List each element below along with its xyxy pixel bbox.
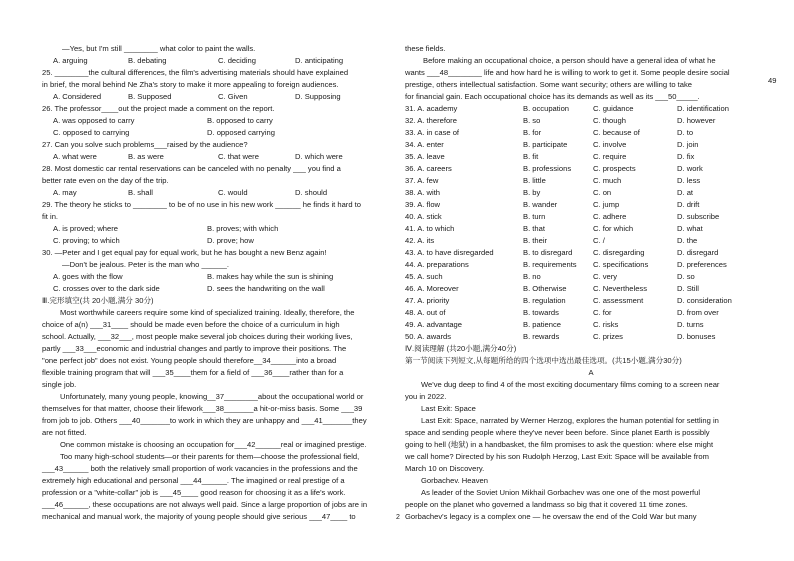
option: B. shall	[128, 188, 153, 197]
option: 47. A. priority	[405, 296, 450, 305]
passage-line: "one perfect job" does not exist. Young people should therefore__34______into a broad	[42, 356, 337, 365]
q29-stem-1: 29. The theory he sticks to ________ to be of no use in his new work ______ he finds it hard to	[42, 200, 362, 209]
passage-line: Unfortunately, many young people, knowing__37________about the occupational world or	[60, 392, 364, 401]
option: A. was opposed to carry	[53, 116, 135, 125]
option: A. is proved; where	[53, 224, 118, 233]
passage-line: choice of a(n) ___31____ should be made even before the choice of a curriculum in high	[42, 320, 340, 329]
option: 38. A. with	[405, 188, 441, 197]
option: C. specifications	[593, 260, 649, 269]
option: 34. A. enter	[405, 140, 444, 149]
option: B. Supposed	[128, 92, 172, 101]
option: B. professions	[523, 164, 572, 173]
option: B. patience	[523, 320, 561, 329]
option: D. bonuses	[677, 332, 716, 341]
passage-line: going to hell (地狱) in a handbasket, the film promises to ask the question: where else might	[405, 440, 714, 449]
option: C. much	[593, 176, 622, 185]
option: B. proves; with which	[207, 224, 279, 233]
option: B. as were	[128, 152, 164, 161]
passage-line: extremely high educational and personal ___44______. The imagined or real prestige of a	[42, 476, 345, 485]
option: D. what	[677, 224, 703, 233]
option: 36. A. careers	[405, 164, 452, 173]
option: 31. A. academy	[405, 104, 458, 113]
option: C. Given	[218, 92, 248, 101]
option: B. wander	[523, 200, 558, 209]
q25-stem-2: in brief, the moral behind Ne Zha's story to make it more appealing to foreign audiences.	[42, 80, 339, 89]
passage-line: partly ___33___economic and industrial changes and partly to improve their positions. The	[42, 344, 347, 353]
option: C. prizes	[593, 332, 623, 341]
option: D. the	[677, 236, 698, 245]
option: C. involve	[593, 140, 627, 149]
passage-line: for financial gain. Each occupational choice has its demands as well as its ___50_____.	[405, 92, 700, 101]
option: D. anticipating	[295, 56, 344, 65]
option: D. should	[295, 188, 328, 197]
passage-line: from job to job. Others ___40_______to work in which they are unhappy and ___41_______they	[42, 416, 367, 425]
option: D. fix	[677, 152, 695, 161]
option: C. jump	[593, 200, 620, 209]
option: C. require	[593, 152, 627, 161]
option: 49. A. advantage	[405, 320, 463, 329]
option: C. risks	[593, 320, 619, 329]
blank-number-49: 49	[768, 76, 777, 85]
option: B. to disregard	[523, 248, 573, 257]
passage-line: single job.	[42, 380, 77, 389]
option: A. may	[53, 188, 77, 197]
q27-stem: 27. Can you solve such problems___raised by the audience?	[42, 140, 248, 149]
option: B. no	[523, 272, 541, 281]
option: D. opposed carrying	[207, 128, 275, 137]
option: B. makes hay while the sun is shining	[207, 272, 334, 281]
option: D. drift	[677, 200, 700, 209]
passage-line: these fields.	[405, 44, 446, 53]
q28-stem-2: better rate even on the day of the trip.	[42, 176, 169, 185]
option: C. adhere	[593, 212, 627, 221]
q28-stem-1: 28. Most domestic car rental reservations can be canceled with no penalty ___ you find a	[42, 164, 341, 173]
option: B. occupation	[523, 104, 570, 113]
option: C. because of	[593, 128, 640, 137]
option: C. /	[593, 236, 605, 245]
passage-label: A	[588, 368, 594, 377]
option: B. requirements	[523, 260, 577, 269]
option: 45. A. such	[405, 272, 443, 281]
option: D. Supposing	[295, 92, 341, 101]
section4-subtitle: 第一节阅读下列短文,从每题所给的四个选项中选出最佳选项。(共15小题,满分30分)	[405, 356, 682, 365]
option: D. prove; how	[207, 236, 254, 245]
passage-line: space and sending people where they've never been before. Since planet Earth is possibly	[405, 428, 710, 437]
option: B. that	[523, 224, 545, 233]
option: B. participate	[523, 140, 568, 149]
option: C. for which	[593, 224, 634, 233]
passage-line: We've dug deep to find 4 of the most exciting documentary films coming to a screen near	[421, 380, 720, 389]
option: 42. A. its	[405, 236, 435, 245]
passage-line: Most worthwhile careers require some kind of specialized training. Ideally, therefore, the	[60, 308, 355, 317]
option: C. opposed to carrying	[53, 128, 130, 137]
option: B. little	[523, 176, 546, 185]
q29-stem-2: fit in.	[42, 212, 59, 221]
option: C. crosses over to the dark side	[53, 284, 160, 293]
passage-line: you in 2022.	[405, 392, 447, 401]
option: D. at	[677, 188, 694, 197]
option: B. opposed to carry	[207, 116, 273, 125]
q30-stem-2: —Don't be jealous. Peter is the man who ______.	[62, 260, 229, 269]
passage-line: Before making an occupational choice, a person should have a general idea of what he	[423, 56, 716, 65]
passage-line: themselves for that matter, choose their lifework___38_______a hit-or-miss basis. Some ___39	[42, 404, 363, 413]
page-number: 2	[396, 514, 400, 521]
option: C. deciding	[218, 56, 256, 65]
option: D. less	[677, 176, 701, 185]
option: D. which were	[295, 152, 343, 161]
passage-line: March 10 on Discovery.	[405, 464, 485, 473]
option: B. regulation	[523, 296, 566, 305]
passage-line: school. Actually, ___32___, most people make several job choices during their working lives,	[42, 332, 353, 341]
option: A. Considered	[53, 92, 102, 101]
option: D. join	[677, 140, 699, 149]
option: B. Otherwise	[523, 284, 567, 293]
option: B. their	[523, 236, 548, 245]
passage-line: flexible training program that will ___35____them for a field of ___36____rather than for a	[42, 368, 344, 377]
option: C. prospects	[593, 164, 636, 173]
section4-title: Ⅳ.阅读理解 (共20小题,满分40分)	[405, 344, 517, 353]
passage-line: ___46______, these occupations are not always well paid. Since a large proportion of jobs are in	[42, 500, 368, 509]
q30-stem-1: 30. —Peter and I get equal pay for equal work, but he has bought a new Benz again!	[42, 248, 327, 257]
q25-stem-1: 25. ________the cultural differences, the film's advertising materials should have explained	[42, 68, 349, 77]
option: A. what were	[53, 152, 97, 161]
option: D. to	[677, 128, 694, 137]
option: D. consideration	[677, 296, 732, 305]
option: C. proving; to which	[53, 236, 120, 245]
option: D. turns	[677, 320, 704, 329]
passage-line: wants ___48________ life and how hard he is willing to work to get it. Some people desire social	[405, 68, 730, 77]
option: 41. A. to which	[405, 224, 455, 233]
film-title: Gorbachev. Heaven	[421, 476, 488, 485]
option: B. so	[523, 116, 541, 125]
option: D. so	[677, 272, 695, 281]
option: C. would	[218, 188, 248, 197]
option: B. debating	[128, 56, 167, 65]
passage-line: ___43______ both the relatively small proportion of work vacancies in the professions and the	[42, 464, 358, 473]
option: D. sees the handwriting on the wall	[207, 284, 325, 293]
option: B. by	[523, 188, 541, 197]
passage-line: As leader of the Soviet Union Mikhail Gorbachev was one one of the most powerful	[421, 488, 701, 497]
passage-line: are not fitted.	[42, 428, 87, 437]
option: A. goes with the flow	[53, 272, 123, 281]
option: 48. A. out of	[405, 308, 446, 317]
option: 32. A. therefore	[405, 116, 457, 125]
option: C. for	[593, 308, 612, 317]
option: C. Nevertheless	[593, 284, 648, 293]
passage-line: mechanical and manual work, the majority of young people should give serious ___47____ to	[42, 512, 356, 521]
option: 50. A. awards	[405, 332, 452, 341]
option: C. disregarding	[593, 248, 645, 257]
passage-line: we call home? Directed by his son Rudolph Herzog, Last Exit: Space will be available from	[405, 452, 709, 461]
q24-stem: —Yes, but I'm still ________ what color to paint the walls.	[62, 44, 256, 53]
option: B. towards	[523, 308, 559, 317]
option: C. though	[593, 116, 626, 125]
option: B. turn	[523, 212, 546, 221]
option: C. guidance	[593, 104, 634, 113]
passage-line: people on the planet who governed a landmass so big that it covered 11 time zones.	[405, 500, 688, 509]
option: B. for	[523, 128, 542, 137]
option: D. subscribe	[677, 212, 720, 221]
passage-line: One common mistake is choosing an occupation for___42______real or imagined prestige.	[60, 440, 367, 449]
option: D. work	[677, 164, 703, 173]
option: B. rewards	[523, 332, 560, 341]
film-title: Last Exit: Space	[421, 404, 476, 413]
option: 37. A. few	[405, 176, 439, 185]
option: D. identification	[677, 104, 729, 113]
option: 43. A. to have disregarded	[405, 248, 494, 257]
option: D. preferences	[677, 260, 727, 269]
option: 44. A. preparations	[405, 260, 469, 269]
option: D. from over	[677, 308, 719, 317]
passage-line: Gorbachev's legacy is a complex one — he oversaw the end of the Cold War but many	[405, 512, 697, 521]
passage-line: Last Exit: Space, narrated by Werner Herzog, explores the human potential for settling in	[421, 416, 719, 425]
option: 39. A. flow	[405, 200, 441, 209]
section3-title: Ⅲ.完形填空(共 20小题,满分 30分)	[42, 296, 154, 305]
option: C. on	[593, 188, 612, 197]
option: D. disregard	[677, 248, 719, 257]
option: B. fit	[523, 152, 539, 161]
passage-line: Too many high-school students—or their parents for them—choose the professional field,	[60, 452, 360, 461]
option: C. very	[593, 272, 618, 281]
option: 33. A. in case of	[405, 128, 460, 137]
option: 46. A. Moreover	[405, 284, 459, 293]
option: D. Still	[677, 284, 699, 293]
passage-line: profession or a "white-collar" job is ___45____ good reason for choosing it as a life's work.	[42, 488, 346, 497]
option: A. arguing	[53, 56, 88, 65]
q26-stem: 26. The professor____out the project made a comment on the report.	[42, 104, 275, 113]
option: 35. A. leave	[405, 152, 445, 161]
passage-line: prestige, others intellectual satisfaction. Some want security; others are willing to take	[405, 80, 693, 89]
option: 40. A. stick	[405, 212, 442, 221]
option: C. assessment	[593, 296, 644, 305]
option: D. however	[677, 116, 716, 125]
option: C. that were	[218, 152, 259, 161]
